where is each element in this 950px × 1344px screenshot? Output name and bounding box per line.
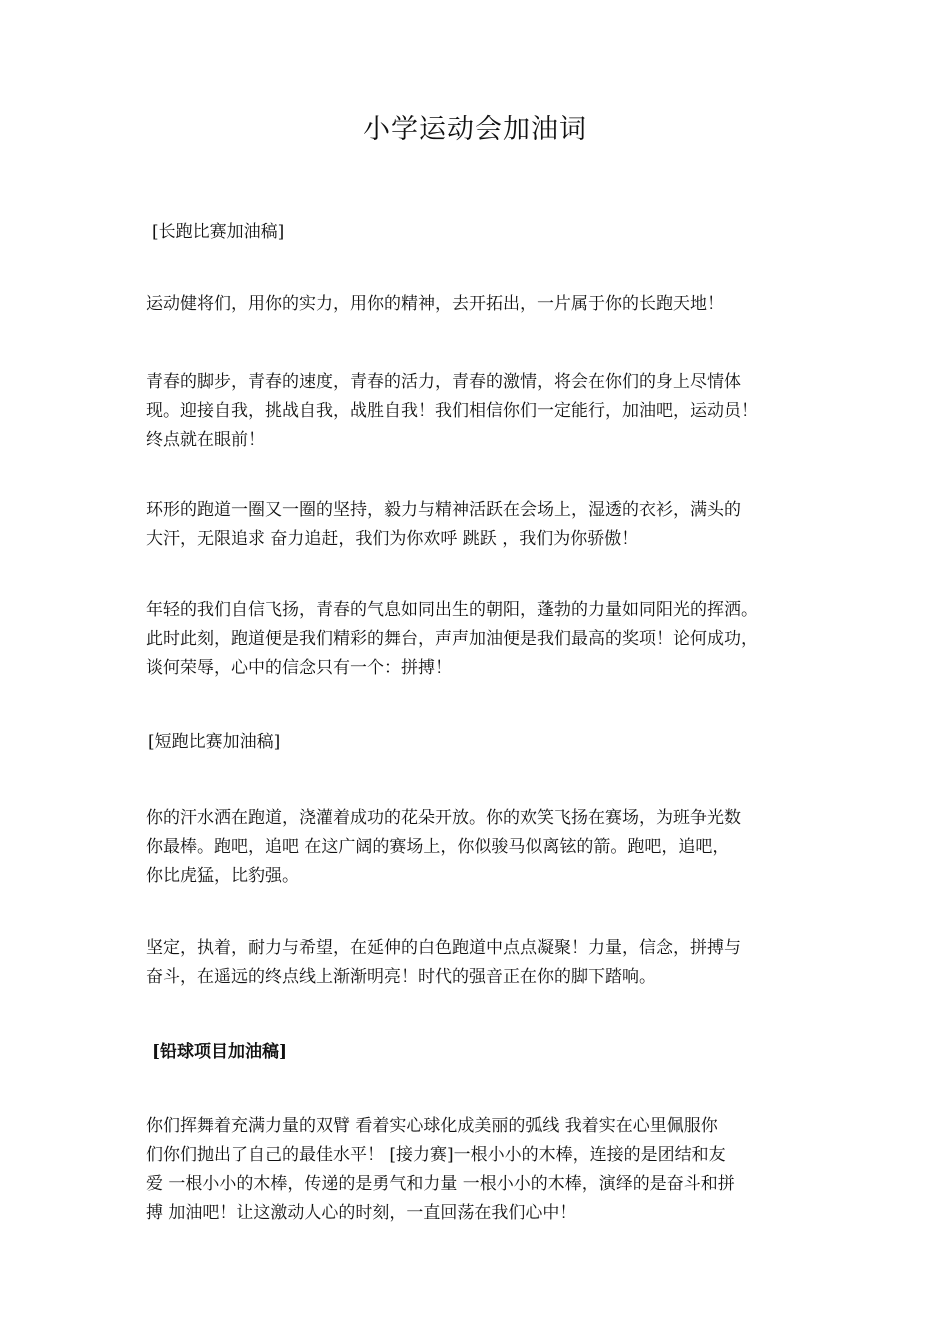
paragraph-line: 奋斗，在遥远的终点线上渐渐明亮！时代的强音正在你的脚下踏响。 bbox=[146, 967, 656, 987]
paragraph-line: 终点就在眼前！ bbox=[146, 430, 265, 450]
paragraph-line: 环形的跑道一圈又一圈的坚持，毅力与精神活跃在会场上，湿透的衣衫，满头的 bbox=[146, 500, 741, 520]
paragraph-line: 运动健将们，用你的实力，用你的精神，去开拓出，一片属于你的长跑天地！ bbox=[146, 294, 724, 314]
paragraph-line: 此时此刻，跑道便是我们精彩的舞台，声声加油便是我们最高的奖项！论何成功， bbox=[146, 629, 758, 649]
paragraph-line: 搏 加油吧！让这激动人心的时刻，一直回荡在我们心中！ bbox=[146, 1203, 577, 1223]
paragraph-line: 你的汗水洒在跑道，浇灌着成功的花朵开放。你的欢笑飞扬在赛场，为班争光数 bbox=[146, 808, 741, 828]
paragraph bbox=[146, 596, 808, 683]
paragraph bbox=[146, 496, 808, 554]
paragraph-line: 们你们抛出了自己的最佳水平！ [接力赛]一根小小的木棒，连接的是团结和友 bbox=[146, 1145, 726, 1165]
paragraph-line: 坚定，执着，耐力与希望，在延伸的白色跑道中点点凝聚！力量，信念，拼搏与 bbox=[146, 938, 741, 958]
paragraph-line: 大汗，无限追求 奋力追赶，我们为你欢呼 跳跃 ，我们为你骄傲！ bbox=[146, 529, 639, 549]
paragraph-line: 你比虎猛，比豹强。 bbox=[146, 866, 299, 886]
paragraph-line: 现。迎接自我，挑战自我，战胜自我！我们相信你们一定能行，加油吧，运动员！ bbox=[146, 401, 758, 421]
paragraph-line: 年轻的我们自信飞扬，青春的气息如同出生的朝阳，蓬勃的力量如同阳光的挥洒。 bbox=[146, 600, 758, 620]
paragraph bbox=[146, 368, 808, 455]
document-title: 小学运动会加油词 bbox=[363, 114, 587, 145]
paragraph bbox=[146, 934, 808, 992]
paragraph-line: 谈何荣辱，心中的信念只有一个：拼搏！ bbox=[146, 658, 452, 678]
paragraph bbox=[146, 804, 808, 891]
paragraph bbox=[146, 290, 808, 319]
section-heading-long-distance: [长跑比赛加油稿] bbox=[152, 222, 285, 242]
paragraph bbox=[146, 1112, 808, 1228]
paragraph-line: 你最棒。跑吧，追吧 在这广阔的赛场上，你似骏马似离铉的箭。跑吧，追吧， bbox=[146, 837, 730, 857]
paragraph-line: 青春的脚步，青春的速度，青春的活力，青春的激情，将会在你们的身上尽情体 bbox=[146, 372, 741, 392]
paragraph-line: 你们挥舞着充满力量的双臂 看着实心球化成美丽的弧线 我着实在心里佩服你 bbox=[146, 1116, 718, 1136]
section-heading-sprint: [短跑比赛加油稿] bbox=[148, 732, 281, 752]
section-heading-shot-put: [铅球项目加油稿] bbox=[152, 1042, 288, 1062]
paragraph-line: 爱 一根小小的木棒，传递的是勇气和力量 一根小小的木棒，演绎的是奋斗和拼 bbox=[146, 1174, 735, 1194]
